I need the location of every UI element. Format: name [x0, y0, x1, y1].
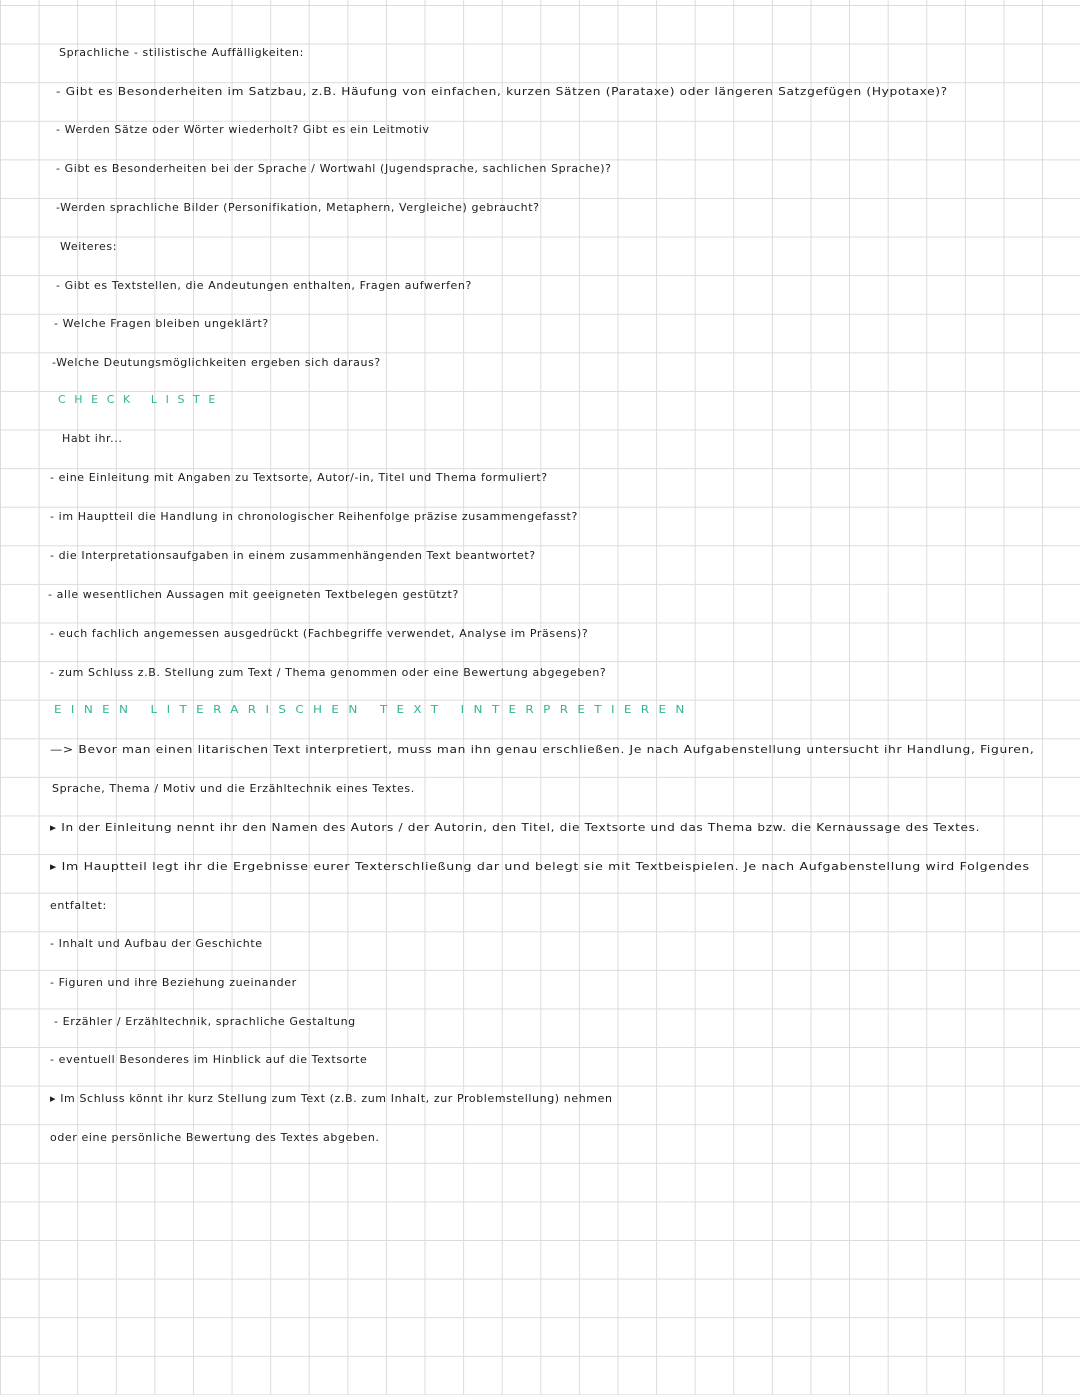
- checklist-item-evidence: - alle wesentlichen Aussagen mit geeigneten Textbelegen gestützt?: [48, 588, 459, 601]
- list-item-narrator: - Erzähler / Erzähltechnik, sprachliche Gestaltung: [54, 1015, 356, 1028]
- checklist-item-language: - euch fachlich angemessen ausgedrückt (Fachbegriffe verwendet, Analyse im Präsens)?: [50, 627, 589, 640]
- section-label-further: Weiteres:: [60, 240, 118, 253]
- bullet-conclusion: ▸ Im Schluss könnt ihr kurz Stellung zum Text (z.B. zum Inhalt, zur Problemstellung) nehmen: [50, 1092, 613, 1105]
- checklist-intro: Habt ihr...: [62, 432, 123, 445]
- list-item-sentence-structure: - Gibt es Besonderheiten im Satzbau, z.B. Häufung von einfachen, kurzen Sätzen (Parataxe) oder längeren Satzgefügen (Hypotaxe)?: [56, 85, 948, 98]
- bullet-introduction: ▸ In der Einleitung nennt ihr den Namen des Autors / der Autorin, den Titel, die Textsorte und das Thema bzw. die Kernaussage des Textes.: [50, 821, 981, 834]
- section-label-stylistics: Sprachliche - stilistische Auffälligkeiten:: [59, 46, 304, 59]
- list-item-hints: - Gibt es Textstellen, die Andeutungen enthalten, Fragen aufwerfen?: [56, 279, 472, 292]
- checklist-item-main-part: - im Hauptteil die Handlung in chronologischer Reihenfolge präzise zusammengefasst?: [50, 510, 578, 523]
- list-item-characters: - Figuren und ihre Beziehung zueinander: [50, 976, 297, 989]
- list-item-interpretations: -Welche Deutungsmöglichkeiten ergeben sich daraus?: [52, 356, 381, 369]
- bullet-main-part: ▸ Im Hauptteil legt ihr die Ergebnisse eurer Texterschließung dar und belegt sie mit Textbeispielen. Je nach Aufgabenstellung wird Folgendes: [50, 860, 1030, 873]
- list-item-imagery: -Werden sprachliche Bilder (Personifikation, Metaphern, Vergleiche) gebraucht?: [56, 201, 540, 214]
- list-item-repetition: - Werden Sätze oder Wörter wiederholt? Gibt es ein Leitmotiv: [56, 123, 430, 136]
- paragraph-intro-line-2: Sprache, Thema / Motiv und die Erzähltechnik eines Textes.: [52, 782, 415, 795]
- bullet-conclusion-cont: oder eine persönliche Bewertung des Textes abgeben.: [50, 1131, 380, 1144]
- list-item-open-questions: - Welche Fragen bleiben ungeklärt?: [54, 317, 269, 330]
- paragraph-intro-line-1: —> Bevor man einen litarischen Text interpretiert, muss man ihn genau erschließen. Je nach Aufgabenstellung untersucht ihr Handlung, Figuren,: [50, 743, 1035, 756]
- heading-interpretation: EINEN LITERARISCHEN TEXT INTERPRETIEREN: [54, 703, 694, 716]
- checklist-item-conclusion: - zum Schluss z.B. Stellung zum Text / Thema genommen oder eine Bewertung abgegeben?: [50, 666, 607, 679]
- heading-checkliste: CHECK LISTE: [58, 393, 224, 406]
- checklist-item-introduction: - eine Einleitung mit Angaben zu Textsorte, Autor/-in, Titel und Thema formuliert?: [50, 471, 548, 484]
- list-item-text-type: - eventuell Besonderes im Hinblick auf die Textsorte: [50, 1053, 368, 1066]
- list-item-content-structure: - Inhalt und Aufbau der Geschichte: [50, 937, 263, 950]
- list-item-word-choice: - Gibt es Besonderheiten bei der Sprache / Wortwahl (Jugendsprache, sachlichen Sprache)?: [56, 162, 612, 175]
- bullet-main-part-cont: entfaltet:: [50, 899, 107, 912]
- checklist-item-tasks: - die Interpretationsaufgaben in einem zusammenhängenden Text beantwortet?: [50, 549, 536, 562]
